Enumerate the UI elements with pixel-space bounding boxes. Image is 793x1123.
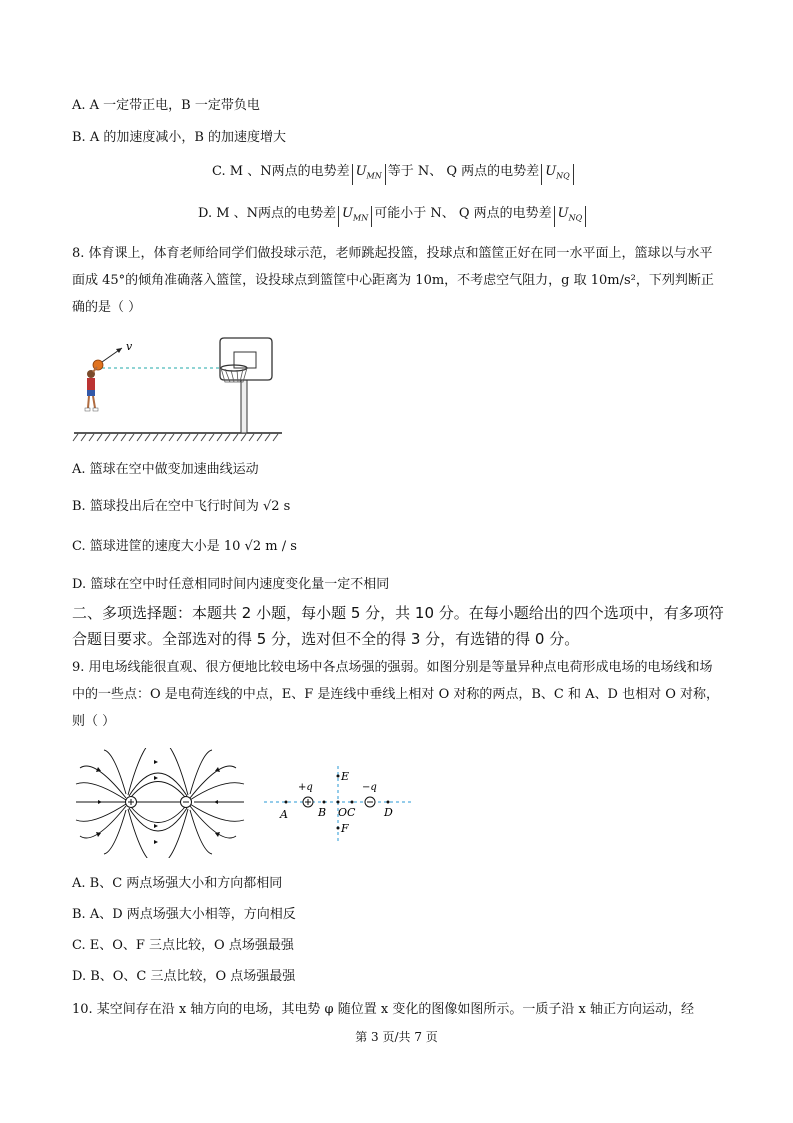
q8-option-d: D. 篮球在空中时任意相同时间内速度变化量一定不相同 (72, 577, 390, 592)
label-A: A (280, 808, 288, 821)
label-neg-charge: −q (362, 782, 377, 793)
q9-option-b: B. A、D 两点场强大小相等，方向相反 (72, 907, 296, 922)
q9-option-a: A. B、C 两点场强大小和方向都相同 (72, 876, 283, 891)
q7-option-a: A. A 一定带正电，B 一定带负电 (72, 98, 260, 113)
section-2-heading: 二、多项选择题：本题共 2 小题，每小题 5 分，共 10 分。在每小题给出的四个选项中，有多项符合题目要求。全部选对的得 5 分，选对但不全的得 3 分，有选错的得 0 分。 (72, 604, 724, 648)
q7-option-c-abs-umn: $U_{MN}$ (352, 164, 386, 185)
q7-option-d-mid: 可能小于 N、 Q 两点的电势差 (374, 206, 552, 221)
q7-option-b: B. A 的加速度减小，B 的加速度增大 (72, 130, 287, 145)
q8-option-a: A. 篮球在空中做变加速曲线运动 (72, 462, 259, 477)
velocity-label: v (126, 340, 133, 353)
hoop-pole (241, 376, 247, 433)
q7-option-c-prefix: C. M 、N两点的电势差 (212, 164, 350, 179)
q7-option-d-prefix: D. M 、N两点的电势差 (198, 206, 337, 221)
label-B: B (318, 806, 327, 819)
q7-option-d-abs-unq: $U_{NQ}$ (554, 206, 587, 227)
q7-option-c (212, 164, 576, 185)
q7-option-d-abs-umn: $U_{MN}$ (338, 206, 372, 227)
q8-option-c: C. 篮球进筐的速度大小是 10 √2 m / s (72, 539, 297, 554)
label-pos-charge: +q (298, 782, 313, 793)
q9-stem: 9. 用电场线能很直观、很方便地比较电场中各点场强的强弱。如图分别是等量异种点电荷形成电场的电场线和场中的一些点：O 是电荷连线的中点，E、F 是连线中垂线上相对 O 对称的两点，B、C 和 A、D 也相对 O 对称，则（ ） (72, 660, 719, 729)
q9-option-c: C. E、O、F 三点比较，O 点场强最强 (72, 938, 294, 953)
q8-option-b: B. 篮球投出后在空中飞行时间为 √2 s (72, 499, 291, 514)
player-figure (85, 367, 98, 411)
label-OC: OC (338, 806, 356, 819)
label-D: D (384, 806, 393, 819)
q9-option-d: D. B、O、C 三点比较，O 点场强最强 (72, 969, 296, 984)
ground-hatching (73, 434, 278, 441)
q7-option-d (198, 206, 588, 227)
field-lines (76, 748, 244, 858)
label-E: E (341, 770, 350, 783)
q8-basketball-figure (72, 336, 292, 446)
velocity-arrowhead (116, 348, 122, 353)
backboard (220, 338, 272, 380)
q9-points-figure (262, 762, 422, 846)
q9-field-lines-figure (74, 748, 246, 858)
page-footer: 第 3 页/共 7 页 (355, 1030, 438, 1044)
basketball (93, 360, 103, 370)
q7-option-c-abs-unq: $U_{NQ}$ (541, 164, 574, 185)
label-F: F (341, 822, 349, 835)
q10-stem: 10. 某空间存在沿 x 轴方向的电场，其电势 φ 随位置 x 变化的图像如图所示。一质子沿 x 轴正方向运动，经 (72, 1002, 694, 1017)
q7-option-c-mid: 等于 N、 Q 两点的电势差 (387, 164, 540, 179)
q8-stem: 8. 体育课上，体育老师给同学们做投球示范，老师跳起投篮，投球点和篮筐正好在同一水平面上，篮球以与水平面成 45°的倾角准确落入篮筐，设投球点到篮筐中心距离为 10m，不考虑空气阻力，g 取 10m/s²，下列判断正确的是（ ） (72, 246, 714, 315)
